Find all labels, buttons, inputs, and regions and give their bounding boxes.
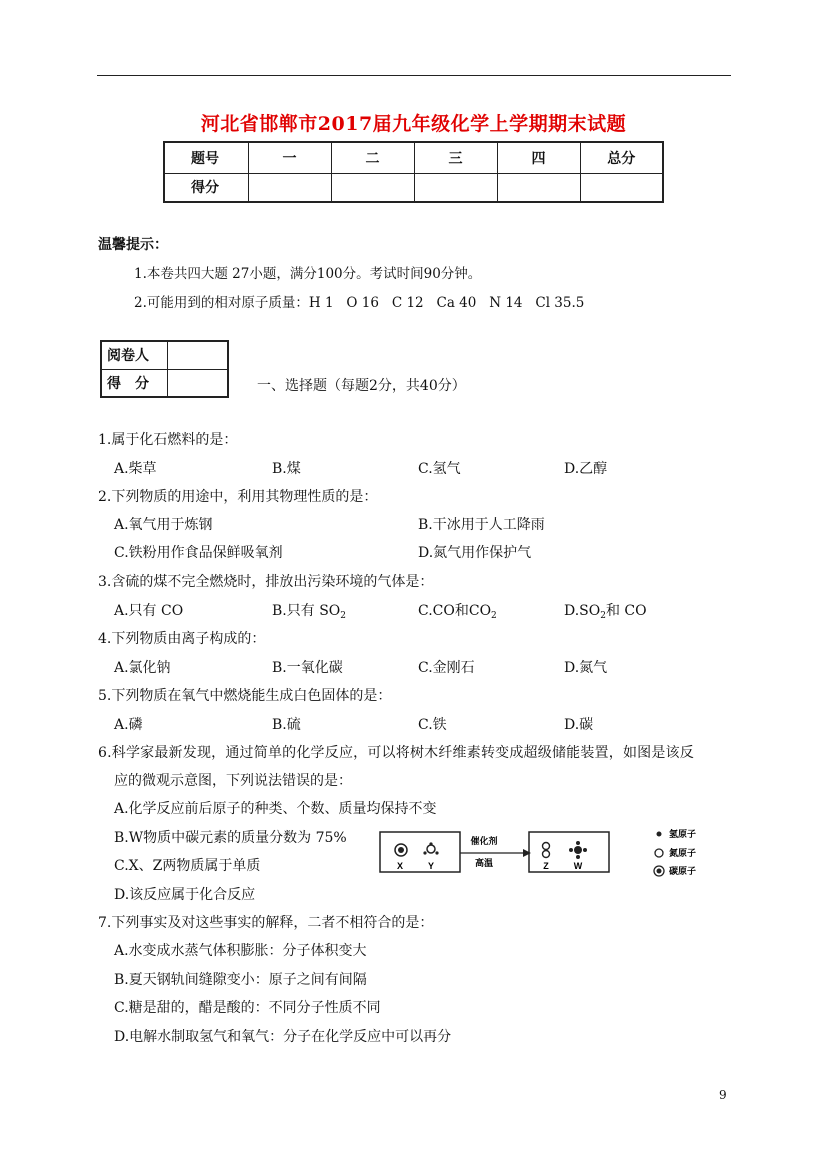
option-c[interactable]: C.金刚石 [418,660,475,676]
hydrogen-atom [429,842,432,845]
hydrogen-atom [583,848,587,852]
option-b[interactable]: B.一氧化碳 [272,660,343,676]
header-rule [97,75,731,76]
option-d[interactable]: D.乙醇 [564,461,608,477]
legend-carbon-icon-core [657,869,662,874]
nitrogen-atom [543,851,550,858]
legend-nitrogen: 氮原子 [669,848,697,858]
option-b[interactable]: B.W物质中碳元素的质量分数为 75% [114,830,347,846]
hydrogen-atom [569,848,573,852]
question-stem-cont: 应的微观示意图，下列说法错误的是： [114,773,352,789]
score-table [163,141,664,203]
option-c[interactable] [418,604,497,621]
reviewer-score-entry[interactable] [167,369,228,397]
score-entry-cell[interactable] [580,173,663,202]
option-a[interactable]: A.氯化钠 [114,660,171,676]
score-entry-cell[interactable] [414,173,497,202]
score-entry-cell[interactable] [497,173,580,202]
score-entry-cell[interactable] [248,173,331,202]
tip-line: 2.可能用到的相对原子质量：H 1 O 16 C 12 Ca 40 N 14 Cl 35.5 [134,295,585,311]
option-b[interactable]: B.煤 [272,461,301,477]
option-d-text: D.SO [564,603,601,619]
question-stem: 6.科学家最新发现，通过简单的化学反应，可以将树木纤维素转变成超级储能装置，如图是该反 [98,745,694,761]
label-x: X [396,861,404,871]
subscript: 2 [600,611,606,621]
page-title: 河北省邯郸市2017届九年级化学上学期期末试题 [200,113,627,135]
legend-nitrogen-icon [655,849,663,857]
option-b-text: B.只有 SO [272,603,341,619]
score-header-cell: 总分 [580,142,663,173]
score-row-label: 得分 [164,173,248,202]
score-header-cell: 题号 [164,142,248,173]
subscript: 2 [340,611,346,621]
score-header-cell: 四 [497,142,580,173]
reactant-box [380,832,460,872]
option-a[interactable]: A.柴草 [114,461,157,477]
hydrogen-atom [435,851,438,854]
option-d[interactable]: D.氮气 [564,660,608,676]
tips-heading: 温馨提示： [98,237,168,253]
option-b[interactable] [272,604,346,621]
option-a[interactable]: A.氧气用于炼钢 [114,517,213,533]
question-stem: 3.含硫的煤不完全燃烧时，排放出污染环境的气体是： [98,574,434,590]
option-a[interactable]: A.水变成水蒸气体积膨胀：分子体积变大 [114,943,367,959]
hydrogen-atom [423,851,426,854]
carbon-atom [574,846,582,854]
option-b[interactable]: B.夏天钢轨间缝隙变小：原子之间有间隔 [114,972,367,988]
option-c-text: C.CO和CO [418,603,492,619]
option-d[interactable] [564,604,647,621]
nitrogen-atom [427,845,435,853]
question-stem: 1.属于化石燃料的是： [98,432,238,448]
reviewer-label: 阅卷人 [101,341,167,369]
reviewer-entry[interactable] [167,341,228,369]
score-header-cell: 二 [331,142,414,173]
reaction-diagram [378,822,708,880]
label-z: Z [543,861,549,871]
reaction-arrowhead [523,849,531,857]
option-a[interactable]: A.磷 [114,717,143,733]
reviewer-score-label: 得 分 [101,369,167,397]
option-c[interactable]: C.糖是甜的，醋是酸的：不同分子性质不同 [114,1000,381,1016]
question-stem: 4.下列物质由离子构成的： [98,631,266,647]
reviewer-table [100,340,229,398]
score-entry-cell[interactable] [331,173,414,202]
option-c[interactable]: C.X、Z两物质属于单质 [114,858,261,874]
legend-hydrogen-icon [657,832,662,837]
tip-line: 1.本卷共四大题 27小题，满分100分。考试时间90分钟。 [134,266,482,282]
question-stem: 7.下列事实及对这些事实的解释，二者不相符合的是： [98,915,434,931]
option-d[interactable]: D.电解水制取氢气和氧气：分子在化学反应中可以再分 [114,1029,452,1045]
option-b[interactable]: B.硫 [272,717,301,733]
label-w: W [573,861,583,871]
score-header-cell: 三 [414,142,497,173]
label-y: Y [427,861,435,871]
condition-label: 高温 [474,858,494,868]
legend-carbon: 碳原子 [669,866,697,876]
option-c[interactable]: C.氢气 [418,461,461,477]
option-c[interactable]: C.铁粉用作食品保鲜吸氧剂 [114,545,283,561]
option-d-text-tail: 和 CO [605,603,647,619]
carbon-atom-core [398,847,404,853]
section-title: 一、选择题（每题2分，共40分） [257,378,466,394]
product-box [529,832,609,872]
subscript: 2 [491,611,497,621]
nitrogen-atom [543,843,550,850]
hydrogen-atom [576,855,580,859]
option-d[interactable]: D.氮气用作保护气 [418,545,532,561]
catalyst-label: 催化剂 [470,836,498,846]
option-a[interactable]: A.只有 CO [114,603,184,619]
option-d[interactable]: D.该反应属于化合反应 [114,887,256,903]
hydrogen-atom [576,841,580,845]
option-d[interactable]: D.碳 [564,717,594,733]
option-a[interactable]: A.化学反应前后原子的种类、个数、质量均保持不变 [114,801,437,817]
legend-hydrogen: 氢原子 [669,829,697,839]
score-header-cell: 一 [248,142,331,173]
question-stem: 2.下列物质的用途中，利用其物理性质的是： [98,489,378,505]
option-c[interactable]: C.铁 [418,717,447,733]
question-stem: 5.下列物质在氧气中燃烧能生成白色固体的是： [98,688,392,704]
option-b[interactable]: B.干冰用于人工降雨 [418,517,545,533]
page-number: 9 [719,1088,727,1102]
